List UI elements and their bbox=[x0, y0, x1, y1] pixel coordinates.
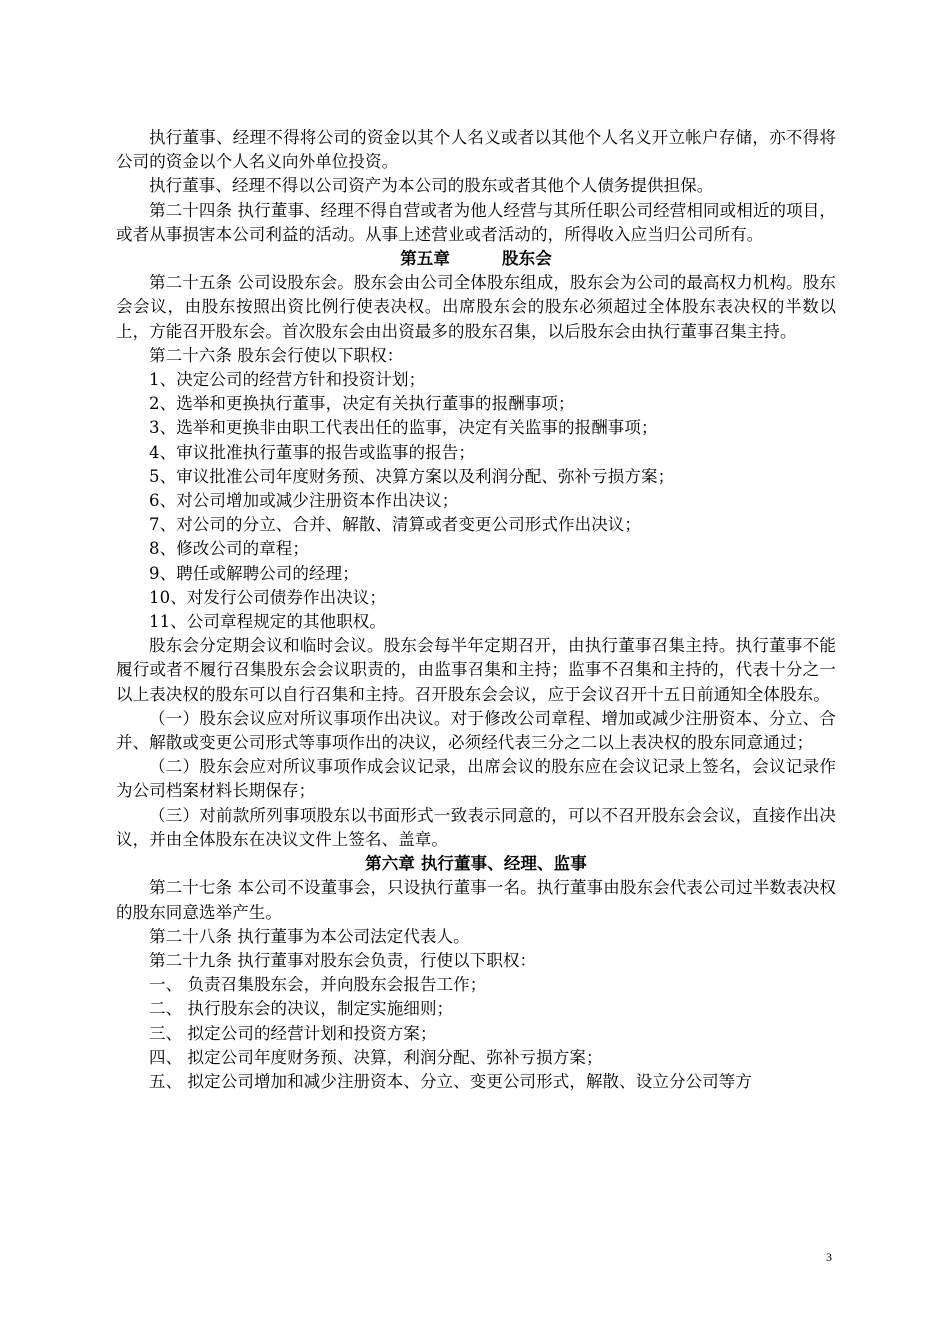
chapter-6-heading bbox=[116, 852, 836, 876]
paragraph-guarantee-restriction: 执行董事、经理不得以公司资产为本公司的股东或者其他个人债务提供担保。 bbox=[149, 176, 714, 196]
article-25: 第二十五条 公司设股东会。股东会由公司全体股东组成，股东会为公司的最高权力机构。股东会会议，由股东按照出资比例行使表决权。出席股东会的股东必须超过全体股东表决权的半数以上，方能召开股东会。首次股东会由出资最多的股东召集，以后股东会由执行董事召集主持。 bbox=[116, 273, 836, 341]
article-24: 第二十四条 执行董事、经理不得自营或者为他人经营与其所任职公司经营相同或相近的项目，或者从事损害本公司利益的活动。从事上述营业或者活动的，所得收入应当归公司所有。 bbox=[116, 200, 836, 244]
power-item: 4、审议批准执行董事的报告或监事的报告； bbox=[149, 442, 475, 462]
director-power-item: 五、 拟定公司增加和减少注册资本、分立、变更公司形式，解散、设立分公司等方 bbox=[149, 1071, 752, 1091]
power-item: 3、选举和更换非由职工代表出任的监事，决定有关监事的报酬事项； bbox=[149, 418, 658, 438]
article-29: 第二十九条 执行董事对股东会负责，行使以下职权： bbox=[149, 950, 537, 970]
paragraph-meetings: 股东会分定期会议和临时会议。股东会每半年定期召开，由执行董事召集主持。执行董事不能履行或者不履行召集股东会会议职责的，由监事召集和主持；监事不召集和主持的，代表十分之一以上表决权的股东可以自行召集和主持。召开股东会会议，应于会议召开十五日前通知全体股东。 bbox=[116, 636, 836, 704]
power-item: 6、对公司增加或减少注册资本作出决议； bbox=[149, 491, 459, 511]
chapter-5-heading bbox=[116, 247, 836, 271]
power-item: 1、决定公司的经营方针和投资计划； bbox=[149, 370, 426, 390]
director-power-item: 一、 负责召集股东会，并向股东会报告工作； bbox=[149, 975, 487, 995]
page-number: 3 bbox=[826, 1250, 832, 1264]
power-item: 9、聘任或解聘公司的经理； bbox=[149, 563, 359, 583]
chapter-6-number: 第六章 bbox=[365, 854, 415, 874]
paragraph-resolution-3: （三）对前款所列事项股东以书面形式一致表示同意的，可以不召开股东会会议，直接作出决议，并由全体股东在决议文件上签名、盖章。 bbox=[116, 805, 836, 849]
article-27: 第二十七条 本公司不设董事会，只设执行董事一名。执行董事由股东会代表公司过半数表决权的股东同意选举产生。 bbox=[116, 878, 836, 922]
director-power-item: 二、 执行股东会的决议，制定实施细则； bbox=[149, 999, 454, 1019]
power-item: 8、修改公司的章程； bbox=[149, 539, 309, 559]
article-28: 第二十八条 执行董事为本公司法定代表人。 bbox=[149, 926, 470, 946]
paragraph-resolution-1: （一）股东会议应对所议事项作出决议。对于修改公司章程、增加或减少注册资本、分立、合并、解散或变更公司形式等事项作出的决议，必须经代表三分之二以上表决权的股东同意通过； bbox=[116, 708, 836, 753]
chapter-5-number: 第五章 bbox=[400, 249, 450, 269]
document-body bbox=[116, 126, 836, 1094]
director-power-item: 四、 拟定公司年度财务预、决算，利润分配、弥补亏损方案； bbox=[149, 1047, 603, 1067]
paragraph-resolution-2: （二）股东会应对所议事项作成会议记录，出席会议的股东应在会议记录上签名，会议记录作为公司档案材料长期保存； bbox=[116, 757, 836, 801]
article-26: 第二十六条 股东会行使以下职权： bbox=[149, 345, 404, 365]
power-item: 5、审议批准公司年度财务预、决算方案以及利润分配、弥补亏损方案； bbox=[149, 466, 675, 486]
power-item: 10、对发行公司债券作出决议； bbox=[149, 587, 386, 607]
power-item: 2、选举和更换执行董事，决定有关执行董事的报酬事项； bbox=[149, 394, 575, 414]
power-item: 7、对公司的分立、合并、解散、清算或者变更公司形式作出决议； bbox=[149, 515, 641, 535]
chapter-5-title: 股东会 bbox=[502, 249, 552, 269]
paragraph-fund-restriction: 执行董事、经理不得将公司的资金以其个人名义或者以其他个人名义开立帐户存储，亦不得将公司的资金以个人名义向外单位投资。 bbox=[116, 128, 836, 172]
power-item: 11、公司章程规定的其他职权。 bbox=[149, 612, 386, 632]
chapter-6-title: 执行董事、经理、监事 bbox=[420, 854, 587, 874]
director-power-item: 三、 拟定公司的经营计划和投资方案； bbox=[149, 1023, 437, 1043]
